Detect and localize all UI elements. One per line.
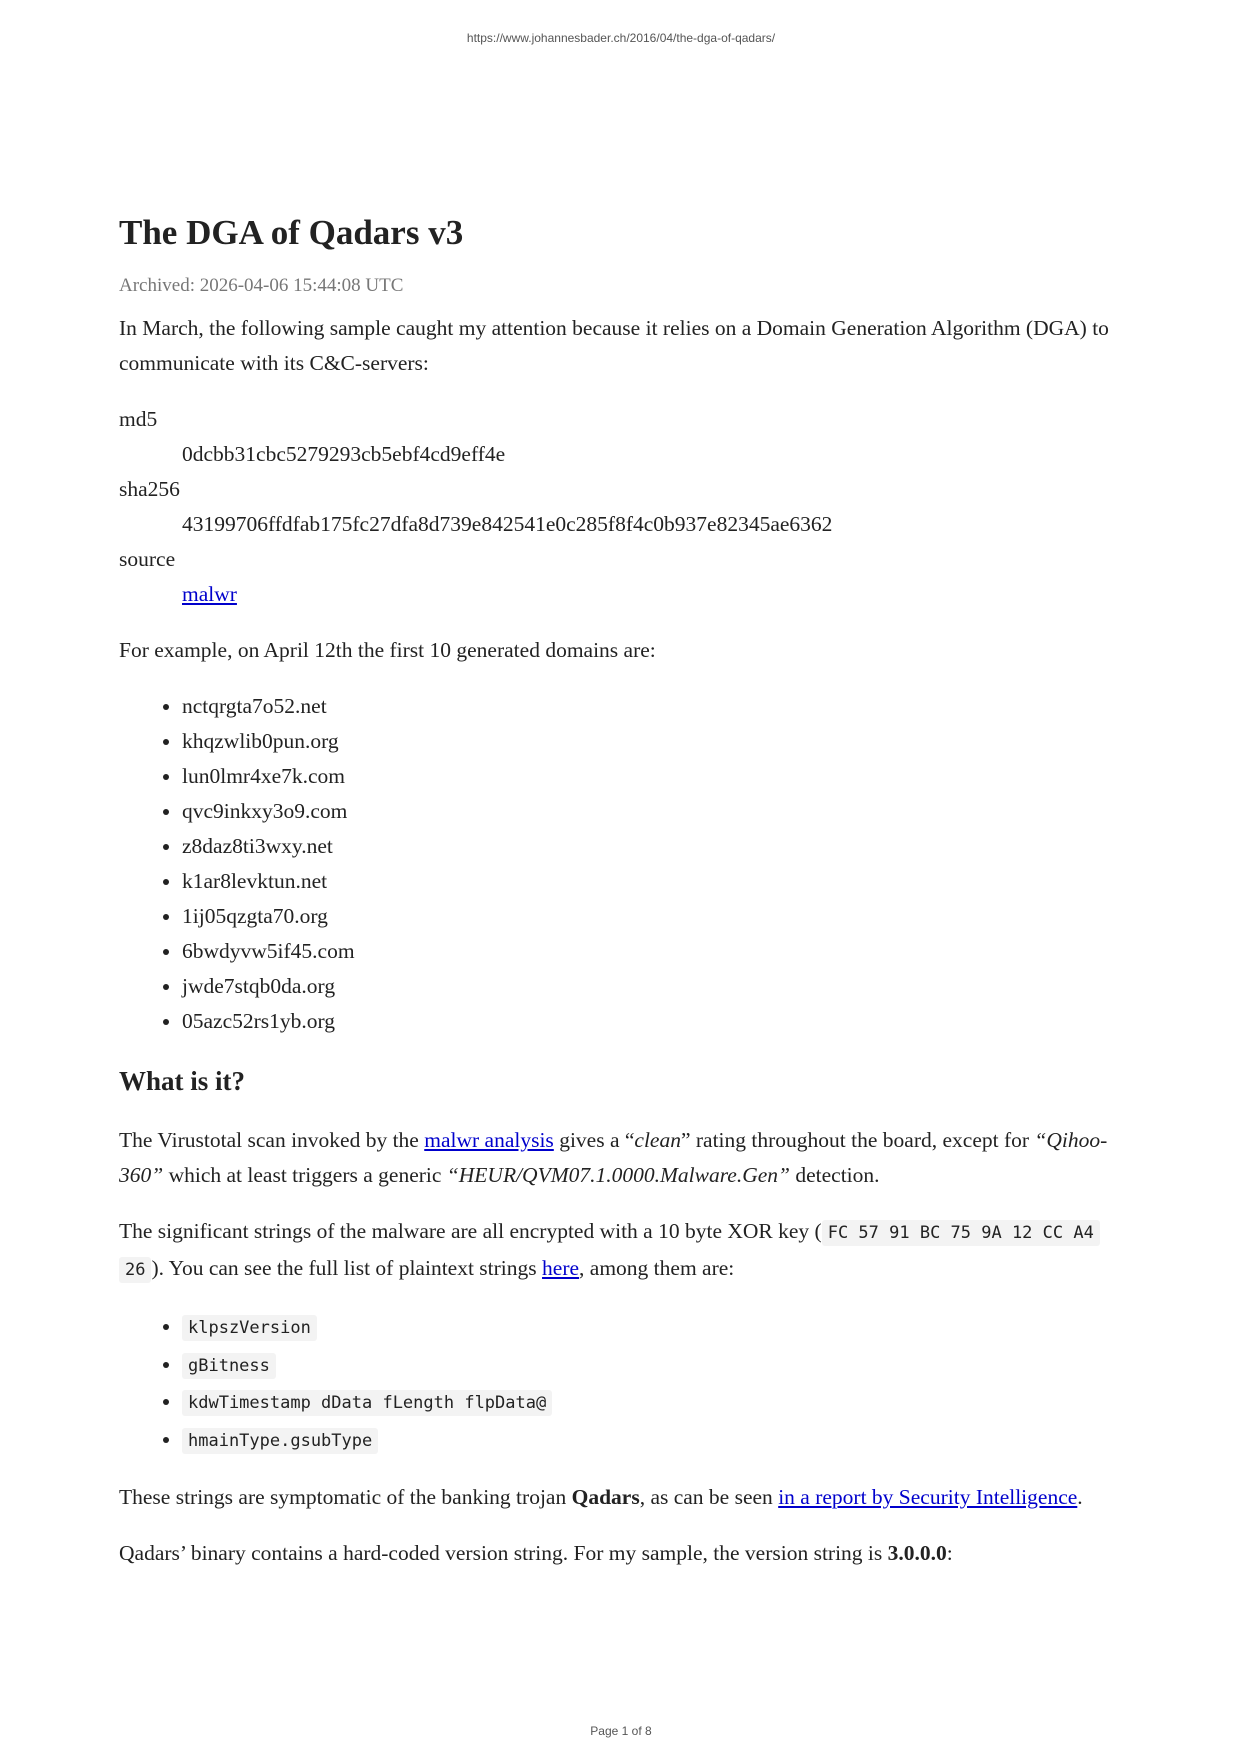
strings-here-link[interactable]: here bbox=[542, 1256, 580, 1280]
md5-value: 0dcbb31cbc5279293cb5ebf4cd9eff4e bbox=[182, 442, 506, 466]
version-paragraph: Qadars’ binary contains a hard-coded version string. For my sample, the version string is 3.0.0.0: bbox=[119, 1541, 953, 1565]
list-item: • lun0lmr4xe7k.com bbox=[182, 759, 1119, 794]
qadars-paragraph: These strings are symptomatic of the banking trojan Qadars, as can be seen in a report by Security Intelligence. bbox=[119, 1485, 1083, 1509]
clean-rating: clean bbox=[634, 1128, 681, 1152]
version-value: 3.0.0.0 bbox=[887, 1541, 947, 1565]
sample-details bbox=[119, 402, 1119, 612]
list-item bbox=[182, 1384, 1119, 1422]
domains-intro: For example, on April 12th the first 10 generated domains are: bbox=[119, 638, 656, 662]
xor-paragraph: The significant strings of the malware are all encrypted with a 10 byte XOR key ( FC 57 91 BC 75 9A 12 CC A4 26 ). You can see the full list of plaintext strings here, among them are: bbox=[119, 1214, 1119, 1288]
list-item: • qvc9inkxy3o9.com bbox=[182, 794, 1119, 829]
list-item: • 6bwdyvw5if45.com bbox=[182, 934, 1119, 969]
list-item: • nctqrgta7o52.net bbox=[182, 689, 1119, 724]
source-value bbox=[182, 577, 1119, 612]
source-label: source bbox=[119, 547, 176, 571]
list-item: • k1ar8levktun.net bbox=[182, 864, 1119, 899]
list-item: • jwde7stqb0da.org bbox=[182, 969, 1119, 1004]
list-item bbox=[182, 1309, 1119, 1347]
qadars-name: Qadars bbox=[571, 1485, 640, 1509]
list-item: • 05azc52rs1yb.org bbox=[182, 1004, 1119, 1039]
md5-label: md5 bbox=[119, 407, 158, 431]
security-intelligence-link[interactable]: in a report by Security Intelligence bbox=[778, 1485, 1078, 1509]
string-code: gBitness bbox=[182, 1353, 276, 1379]
domain-list bbox=[119, 689, 1119, 1039]
section-heading: What is it? bbox=[119, 1066, 246, 1096]
sha256-value: 43199706ffdfab175fc27dfa8d739e842541e0c285f8f4c0b937e82345ae6362 bbox=[182, 512, 833, 536]
malwr-analysis-link[interactable]: malwr analysis bbox=[424, 1128, 554, 1152]
xor-key-code: FC 57 91 BC 75 9A 12 CC A4 bbox=[822, 1220, 1100, 1246]
page-number: Page 1 of 8 bbox=[590, 1724, 652, 1738]
list-item bbox=[182, 1347, 1119, 1385]
source-link[interactable]: malwr bbox=[182, 582, 237, 606]
virustotal-paragraph: The Virustotal scan invoked by the malwr analysis gives a “clean” rating throughout the board, except for “Qihoo-360” which at least triggers a generic “HEUR/QVM07.1.0000.Malware.Gen” detection. bbox=[119, 1128, 1108, 1187]
strings-list bbox=[119, 1309, 1119, 1459]
string-code: hmainType.gsubType bbox=[182, 1428, 378, 1454]
string-code: klpszVersion bbox=[182, 1315, 317, 1341]
article bbox=[119, 207, 1119, 1592]
page-url: https://www.johannesbader.ch/2016/04/the-dga-of-qadars/ bbox=[466, 31, 776, 45]
list-item: • z8daz8ti3wxy.net bbox=[182, 829, 1119, 864]
list-item bbox=[182, 1422, 1119, 1460]
detection-name: “HEUR/QVM07.1.0000.Malware.Gen” bbox=[446, 1163, 790, 1187]
sha256-label: sha256 bbox=[119, 477, 180, 501]
list-item: • 1ij05qzgta70.org bbox=[182, 899, 1119, 934]
list-item: • khqzwlib0pun.org bbox=[182, 724, 1119, 759]
intro-paragraph: In March, the following sample caught my attention because it relies on a Domain Generation Algorithm (DGA) to communicate with its C&C-servers: bbox=[119, 316, 1109, 375]
qihoo-name: “Qihoo-360” bbox=[119, 1128, 1108, 1187]
archived-timestamp: Archived: 2026-04-06 15:44:08 UTC bbox=[119, 275, 404, 296]
xor-key-code-end: 26 bbox=[119, 1257, 151, 1283]
string-code: kdwTimestamp dData fLength flpData@ bbox=[182, 1390, 552, 1416]
page-title: The DGA of Qadars v3 bbox=[119, 213, 464, 252]
